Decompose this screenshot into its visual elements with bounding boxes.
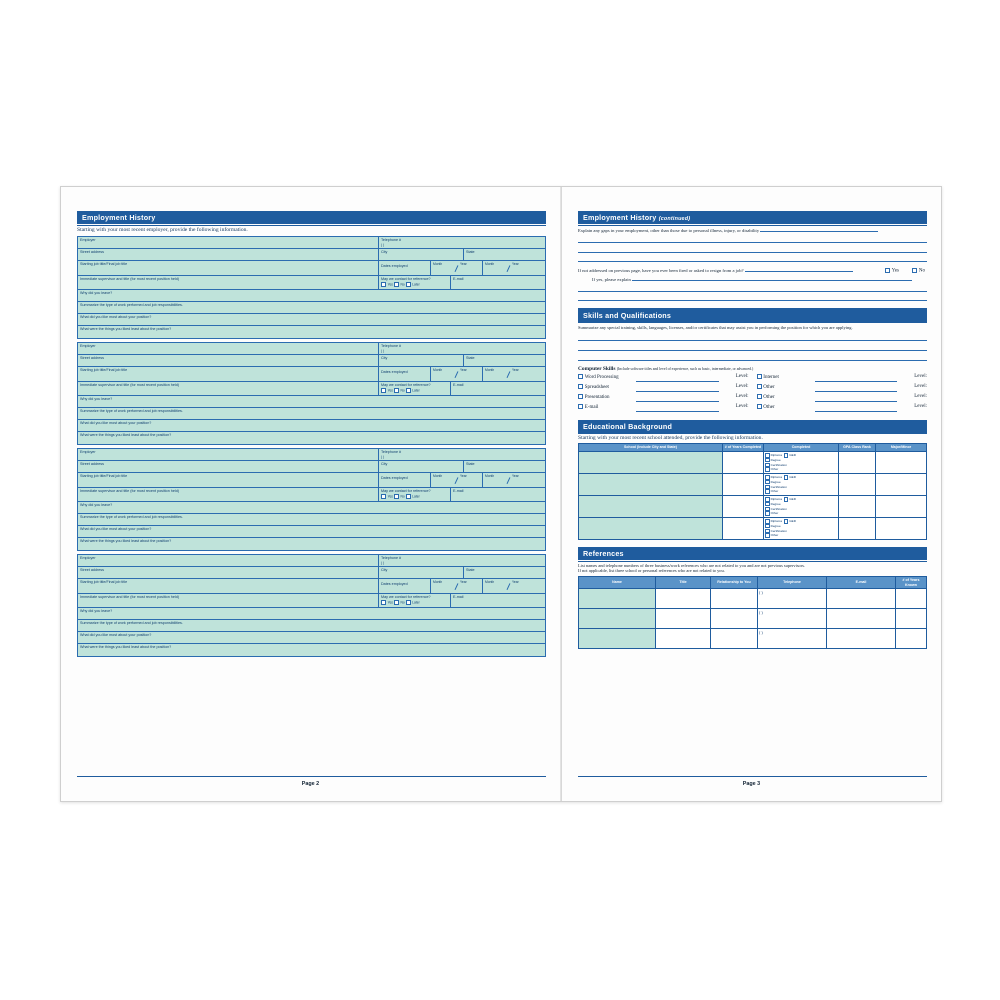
reference-col-header: Title — [656, 576, 711, 588]
reference-relationship-cell[interactable] — [711, 629, 758, 649]
references-intro-2: If not applicable, list three school or personal references who are not related to you. — [578, 567, 725, 573]
street-label: Street address — [80, 461, 104, 466]
summarize-label: Summarize the type of work performed and job responsibilities. — [80, 620, 183, 625]
references-title: References — [583, 549, 624, 559]
liked-least-label: What were the things you liked least about the position? — [80, 432, 172, 437]
education-col-header: GPA Class Rank — [839, 443, 876, 451]
education-col-header: Major/Minor — [876, 443, 927, 451]
telephone-label: Telephone # — [381, 449, 402, 454]
table-row[interactable] — [579, 518, 927, 540]
employer-row[interactable]: Employer Telephone # ( ) — [78, 343, 545, 355]
liked-most-row[interactable] — [78, 632, 545, 644]
gaps-section — [578, 228, 927, 262]
computer-skill-checkbox[interactable] — [578, 404, 583, 409]
may-contact-label: May we contact for reference? — [381, 382, 431, 387]
summarize-row[interactable] — [78, 302, 545, 314]
education-years-cell[interactable] — [723, 452, 764, 474]
computer-skill-label: Other — [763, 384, 775, 390]
why-leave-row[interactable] — [78, 396, 545, 408]
education-major-cell[interactable] — [876, 518, 927, 540]
liked-least-row[interactable] — [78, 538, 545, 550]
reference-years-cell[interactable] — [896, 589, 927, 609]
table-row[interactable] — [579, 496, 927, 518]
employer-blocks — [77, 236, 546, 657]
liked-most-label: What did you like most about your position? — [80, 526, 152, 531]
state-label: State — [466, 355, 475, 360]
fired-section — [578, 268, 927, 301]
education-major-cell[interactable] — [876, 452, 927, 474]
computer-skill-checkbox[interactable] — [757, 404, 762, 409]
skills-line-3[interactable] — [578, 351, 927, 361]
page-2-number: Page 2 — [301, 781, 320, 787]
email-label: E-mail — [453, 276, 464, 281]
reference-col-header: E-mail — [827, 576, 896, 588]
education-table-body — [579, 452, 927, 540]
table-row[interactable] — [579, 589, 927, 609]
street-label: Street address — [80, 355, 104, 360]
dates-employed-label: Dates employed — [381, 581, 408, 586]
education-table — [578, 443, 927, 540]
liked-least-row[interactable] — [78, 326, 545, 338]
education-school-cell[interactable] — [579, 518, 723, 540]
reference-email-cell[interactable] — [827, 589, 896, 609]
education-col-header: Completed — [764, 443, 839, 451]
dates-employed-label: Dates employed — [381, 369, 408, 374]
employment-history-title: Employment History — [82, 213, 156, 223]
computer-skill-left-0[interactable] — [578, 374, 749, 384]
liked-most-label: What did you like most about your position? — [80, 632, 152, 637]
reference-relationship-cell[interactable] — [711, 589, 758, 609]
telephone-label: Telephone # — [381, 237, 402, 242]
table-row[interactable] — [579, 452, 927, 474]
may-contact-label: May we contact for reference? — [381, 276, 431, 281]
computer-skill-right-3[interactable] — [757, 404, 928, 414]
city-label: City — [381, 461, 388, 466]
education-gpa-cell[interactable] — [839, 474, 876, 496]
start-title-label: Starting job title/Final job title — [80, 261, 128, 266]
employer-label: Employer — [80, 237, 96, 242]
education-gpa-cell[interactable] — [839, 518, 876, 540]
level-label: Level: — [735, 373, 749, 379]
reference-relationship-cell[interactable] — [711, 609, 758, 629]
if-yes-line-3[interactable] — [578, 292, 927, 302]
job-title-row[interactable]: Starting job title/Final job title Dates employed Month Year Month Year — [78, 579, 545, 594]
summarize-row[interactable] — [78, 514, 545, 526]
page-3 — [562, 187, 941, 801]
reference-title-cell[interactable] — [656, 609, 711, 629]
education-completed-cell[interactable]: Diploma GED Degree Certification Other — [764, 518, 839, 540]
gaps-line-inline[interactable] — [760, 231, 878, 232]
telephone-label: Telephone # — [381, 555, 402, 560]
reference-name-cell[interactable] — [579, 629, 656, 649]
computer-skill-line[interactable] — [815, 404, 898, 412]
email-label: E-mail — [453, 488, 464, 493]
footer-rule-left — [77, 776, 546, 777]
education-col-header: # of Years Completed — [723, 443, 764, 451]
level-label: Level: — [735, 383, 749, 389]
education-gpa-cell[interactable] — [839, 452, 876, 474]
street-label: Street address — [80, 567, 104, 572]
why-leave-label: Why did you leave? — [80, 608, 113, 613]
education-years-cell[interactable] — [723, 496, 764, 518]
level-label: Level: — [914, 403, 927, 409]
computer-skill-label: Other — [763, 404, 775, 410]
form-spread — [60, 186, 942, 802]
computer-skill-checkbox[interactable] — [757, 384, 762, 389]
supervisor-row[interactable] — [78, 382, 545, 396]
page-2 — [61, 187, 560, 801]
level-label: Level: — [914, 383, 927, 389]
liked-most-row[interactable] — [78, 314, 545, 326]
education-major-cell[interactable] — [876, 496, 927, 518]
education-major-cell[interactable] — [876, 474, 927, 496]
footer-rule-right — [578, 776, 927, 777]
references-table-body — [579, 589, 927, 649]
skills-title: Skills and Qualifications — [583, 310, 672, 320]
computer-skill-label: Spreadsheet — [584, 384, 609, 390]
education-intro: Starting with your most recent school attended, provide the following information. — [578, 434, 763, 441]
contact-options: Yes No Later — [381, 494, 420, 499]
reference-title-cell[interactable] — [656, 629, 711, 649]
job-title-row[interactable]: Starting job title/Final job title Dates employed Month Year Month Year — [78, 473, 545, 488]
skills-line-2[interactable] — [578, 341, 927, 351]
job-title-row[interactable]: Starting job title/Final job title Dates employed Month Year Month Year — [78, 367, 545, 382]
may-contact-label: May we contact for reference? — [381, 488, 431, 493]
fired-yes-option[interactable]: Yes — [885, 268, 899, 274]
summarize-label: Summarize the type of work performed and job responsibilities. — [80, 302, 183, 307]
if-yes-line[interactable] — [632, 280, 912, 281]
supervisor-label: Immediate supervisor and title (for most recent position held) — [80, 382, 179, 387]
employer-row[interactable]: Employer Telephone # ( ) — [78, 449, 545, 461]
city-label: City — [381, 249, 388, 254]
computer-skills-heading: Computer Skills (Include software titles and level of experience, such as basic, intermediate, or advanced.) — [578, 365, 754, 372]
computer-skill-line[interactable] — [815, 374, 898, 382]
computer-skill-right-1[interactable] — [757, 384, 928, 394]
fired-yes-checkbox[interactable] — [885, 268, 890, 273]
computer-skill-right-0[interactable] — [757, 374, 928, 384]
summarize-label: Summarize the type of work performed and job responsibilities. — [80, 514, 183, 519]
education-years-cell[interactable] — [723, 474, 764, 496]
why-leave-label: Why did you leave? — [80, 396, 113, 401]
computer-skill-label: E-mail — [584, 404, 599, 410]
liked-most-row[interactable] — [78, 526, 545, 538]
employer-row[interactable]: Employer Telephone # ( ) — [78, 555, 545, 567]
table-row[interactable] — [579, 474, 927, 496]
gaps-prompt: Explain any gaps in your employment, other than those due to personal illness, injury, or disability — [578, 228, 927, 233]
education-school-cell[interactable] — [579, 452, 723, 474]
liked-least-label: What were the things you liked least about the position? — [80, 326, 172, 331]
liked-least-label: What were the things you liked least about the position? — [80, 538, 172, 543]
contact-options: Yes No Later — [381, 282, 420, 287]
level-label: Level: — [735, 403, 749, 409]
computer-skill-left-3[interactable] — [578, 404, 749, 414]
telephone-label: Telephone # — [381, 343, 402, 348]
page-3-number: Page 3 — [742, 781, 761, 787]
education-table-head — [579, 443, 927, 451]
education-school-cell[interactable] — [579, 474, 723, 496]
summarize-row[interactable] — [78, 620, 545, 632]
computer-skill-left-2[interactable] — [578, 394, 749, 404]
education-completed-cell[interactable]: Diploma GED Degree Certification Other — [764, 452, 839, 474]
contact-options: Yes No Later — [381, 388, 420, 393]
reference-email-cell[interactable] — [827, 609, 896, 629]
liked-least-row[interactable] — [78, 644, 545, 656]
why-leave-row[interactable] — [78, 290, 545, 302]
reference-title-cell[interactable] — [656, 589, 711, 609]
why-leave-row[interactable] — [78, 502, 545, 514]
level-label: Level: — [914, 373, 927, 379]
reference-col-header: Name — [579, 576, 656, 588]
computer-skill-label: Internet — [763, 374, 779, 380]
references-intro-1: List names and telephone numbers of three business/work references who are not related to you and are not previous supervisors. — [578, 562, 806, 568]
dates-employed-label: Dates employed — [381, 475, 408, 480]
reference-name-cell[interactable] — [579, 589, 656, 609]
state-label: State — [466, 249, 475, 254]
education-school-cell[interactable] — [579, 496, 723, 518]
supervisor-row[interactable] — [78, 488, 545, 502]
supervisor-row[interactable] — [78, 276, 545, 290]
computer-skill-line[interactable] — [636, 374, 719, 382]
table-row[interactable] — [579, 629, 927, 649]
education-gpa-cell[interactable] — [839, 496, 876, 518]
employment-history-cont-header — [578, 211, 927, 224]
gaps-line-1[interactable] — [578, 233, 927, 243]
employment-history-intro: Starting with your most recent employer, provide the following information. — [77, 226, 248, 233]
education-title: Educational Background — [583, 421, 673, 431]
computer-skill-label: Other — [763, 394, 775, 400]
street-row[interactable] — [78, 249, 545, 261]
computer-skill-line[interactable] — [636, 394, 719, 402]
computer-skill-right-2[interactable] — [757, 394, 928, 404]
start-title-label: Starting job title/Final job title — [80, 367, 128, 372]
summarize-label: Summarize the type of work performed and job responsibilities. — [80, 408, 183, 413]
why-leave-row[interactable] — [78, 608, 545, 620]
level-label: Level: — [735, 393, 749, 399]
if-yes-label: If yes, please explain — [592, 277, 631, 283]
employer-block — [77, 554, 546, 657]
computer-skill-line[interactable] — [636, 404, 719, 412]
city-label: City — [381, 355, 388, 360]
employer-label: Employer — [80, 555, 96, 560]
liked-least-row[interactable] — [78, 432, 545, 444]
fired-dotted-lead — [745, 271, 853, 272]
computer-skills-grid — [578, 374, 927, 414]
computer-skill-line[interactable] — [815, 384, 898, 392]
reference-telephone-cell[interactable]: ( ) — [758, 589, 827, 609]
email-label: E-mail — [453, 594, 464, 599]
if-yes-row — [592, 277, 927, 282]
computer-skill-checkbox[interactable] — [757, 394, 762, 399]
liked-most-label: What did you like most about your position? — [80, 420, 152, 425]
reference-telephone-cell[interactable]: ( ) — [758, 609, 827, 629]
education-years-cell[interactable] — [723, 518, 764, 540]
references-header — [578, 547, 927, 560]
employment-history-cont-title: Employment History — [583, 213, 657, 223]
job-title-row[interactable]: Starting job title/Final job title Dates employed Month Year Month Year — [78, 261, 545, 276]
employer-row[interactable]: Employer Telephone # ( ) — [78, 237, 545, 249]
street-row[interactable] — [78, 461, 545, 473]
level-label: Level: — [914, 393, 927, 399]
if-yes-line-2[interactable] — [578, 282, 927, 292]
reference-email-cell[interactable] — [827, 629, 896, 649]
contact-options: Yes No Later — [381, 600, 420, 605]
gaps-line-2[interactable] — [578, 243, 927, 253]
skills-header — [578, 308, 927, 321]
fired-prompt: If not addressed on previous page, have you ever been fired or asked to resign from a job? — [578, 268, 744, 274]
supervisor-label: Immediate supervisor and title (for most recent position held) — [80, 488, 179, 493]
reference-col-header: # of Years Known — [896, 576, 927, 588]
city-label: City — [381, 567, 388, 572]
employer-label: Employer — [80, 343, 96, 348]
employment-history-header — [77, 211, 546, 224]
reference-years-cell[interactable] — [896, 629, 927, 649]
education-completed-cell[interactable]: Diploma GED Degree Certification Other — [764, 474, 839, 496]
fired-no-checkbox[interactable] — [912, 268, 917, 273]
computer-skill-checkbox[interactable] — [578, 374, 583, 379]
reference-col-header: Relationship to You — [711, 576, 758, 588]
street-row[interactable] — [78, 355, 545, 367]
start-title-label: Starting job title/Final job title — [80, 579, 128, 584]
continued-tag: (continued) — [658, 216, 691, 223]
education-completed-cell[interactable]: Diploma GED Degree Certification Other — [764, 496, 839, 518]
liked-most-label: What did you like most about your position? — [80, 314, 152, 319]
street-label: Street address — [80, 249, 104, 254]
computer-skill-left-1[interactable] — [578, 384, 749, 394]
gaps-line-3[interactable] — [578, 253, 927, 263]
email-label: E-mail — [453, 382, 464, 387]
computer-skill-checkbox[interactable] — [578, 394, 583, 399]
dates-employed-label: Dates employed — [381, 263, 408, 268]
computer-skill-checkbox[interactable] — [757, 374, 762, 379]
why-leave-label: Why did you leave? — [80, 502, 113, 507]
employer-block — [77, 342, 546, 445]
employer-label: Employer — [80, 449, 96, 454]
computer-skill-line[interactable] — [636, 384, 719, 392]
references-table — [578, 576, 927, 649]
employer-block — [77, 448, 546, 551]
skills-line-1[interactable] — [578, 332, 927, 342]
may-contact-label: May we contact for reference? — [381, 594, 431, 599]
skills-prompt: Summarize any special training, skills, languages, licenses, and/or certificates that may assist you in performing the position for which you are applying. — [578, 324, 853, 330]
liked-most-row[interactable] — [78, 420, 545, 432]
computer-skill-line[interactable] — [815, 394, 898, 402]
education-col-header: School (Include City and State) — [579, 443, 723, 451]
street-row[interactable] — [78, 567, 545, 579]
reference-col-header: Telephone — [758, 576, 827, 588]
start-title-label: Starting job title/Final job title — [80, 473, 128, 478]
employer-block — [77, 236, 546, 339]
references-table-head — [579, 576, 927, 588]
computer-skill-label: Word Processing — [584, 374, 619, 380]
supervisor-label: Immediate supervisor and title (for most recent position held) — [80, 276, 179, 281]
computer-skills-section — [578, 366, 927, 414]
reference-name-cell[interactable] — [579, 609, 656, 629]
computer-skill-checkbox[interactable] — [578, 384, 583, 389]
why-leave-label: Why did you leave? — [80, 290, 113, 295]
supervisor-label: Immediate supervisor and title (for most recent position held) — [80, 594, 179, 599]
computer-skill-label: Presentation — [584, 394, 610, 400]
state-label: State — [466, 461, 475, 466]
state-label: State — [466, 567, 475, 572]
reference-years-cell[interactable] — [896, 609, 927, 629]
education-header — [578, 420, 927, 433]
reference-telephone-cell[interactable]: ( ) — [758, 629, 827, 649]
table-row[interactable] — [579, 609, 927, 629]
liked-least-label: What were the things you liked least about the position? — [80, 644, 172, 649]
summarize-row[interactable] — [78, 408, 545, 420]
fired-no-option[interactable]: No — [912, 268, 925, 274]
supervisor-row[interactable] — [78, 594, 545, 608]
